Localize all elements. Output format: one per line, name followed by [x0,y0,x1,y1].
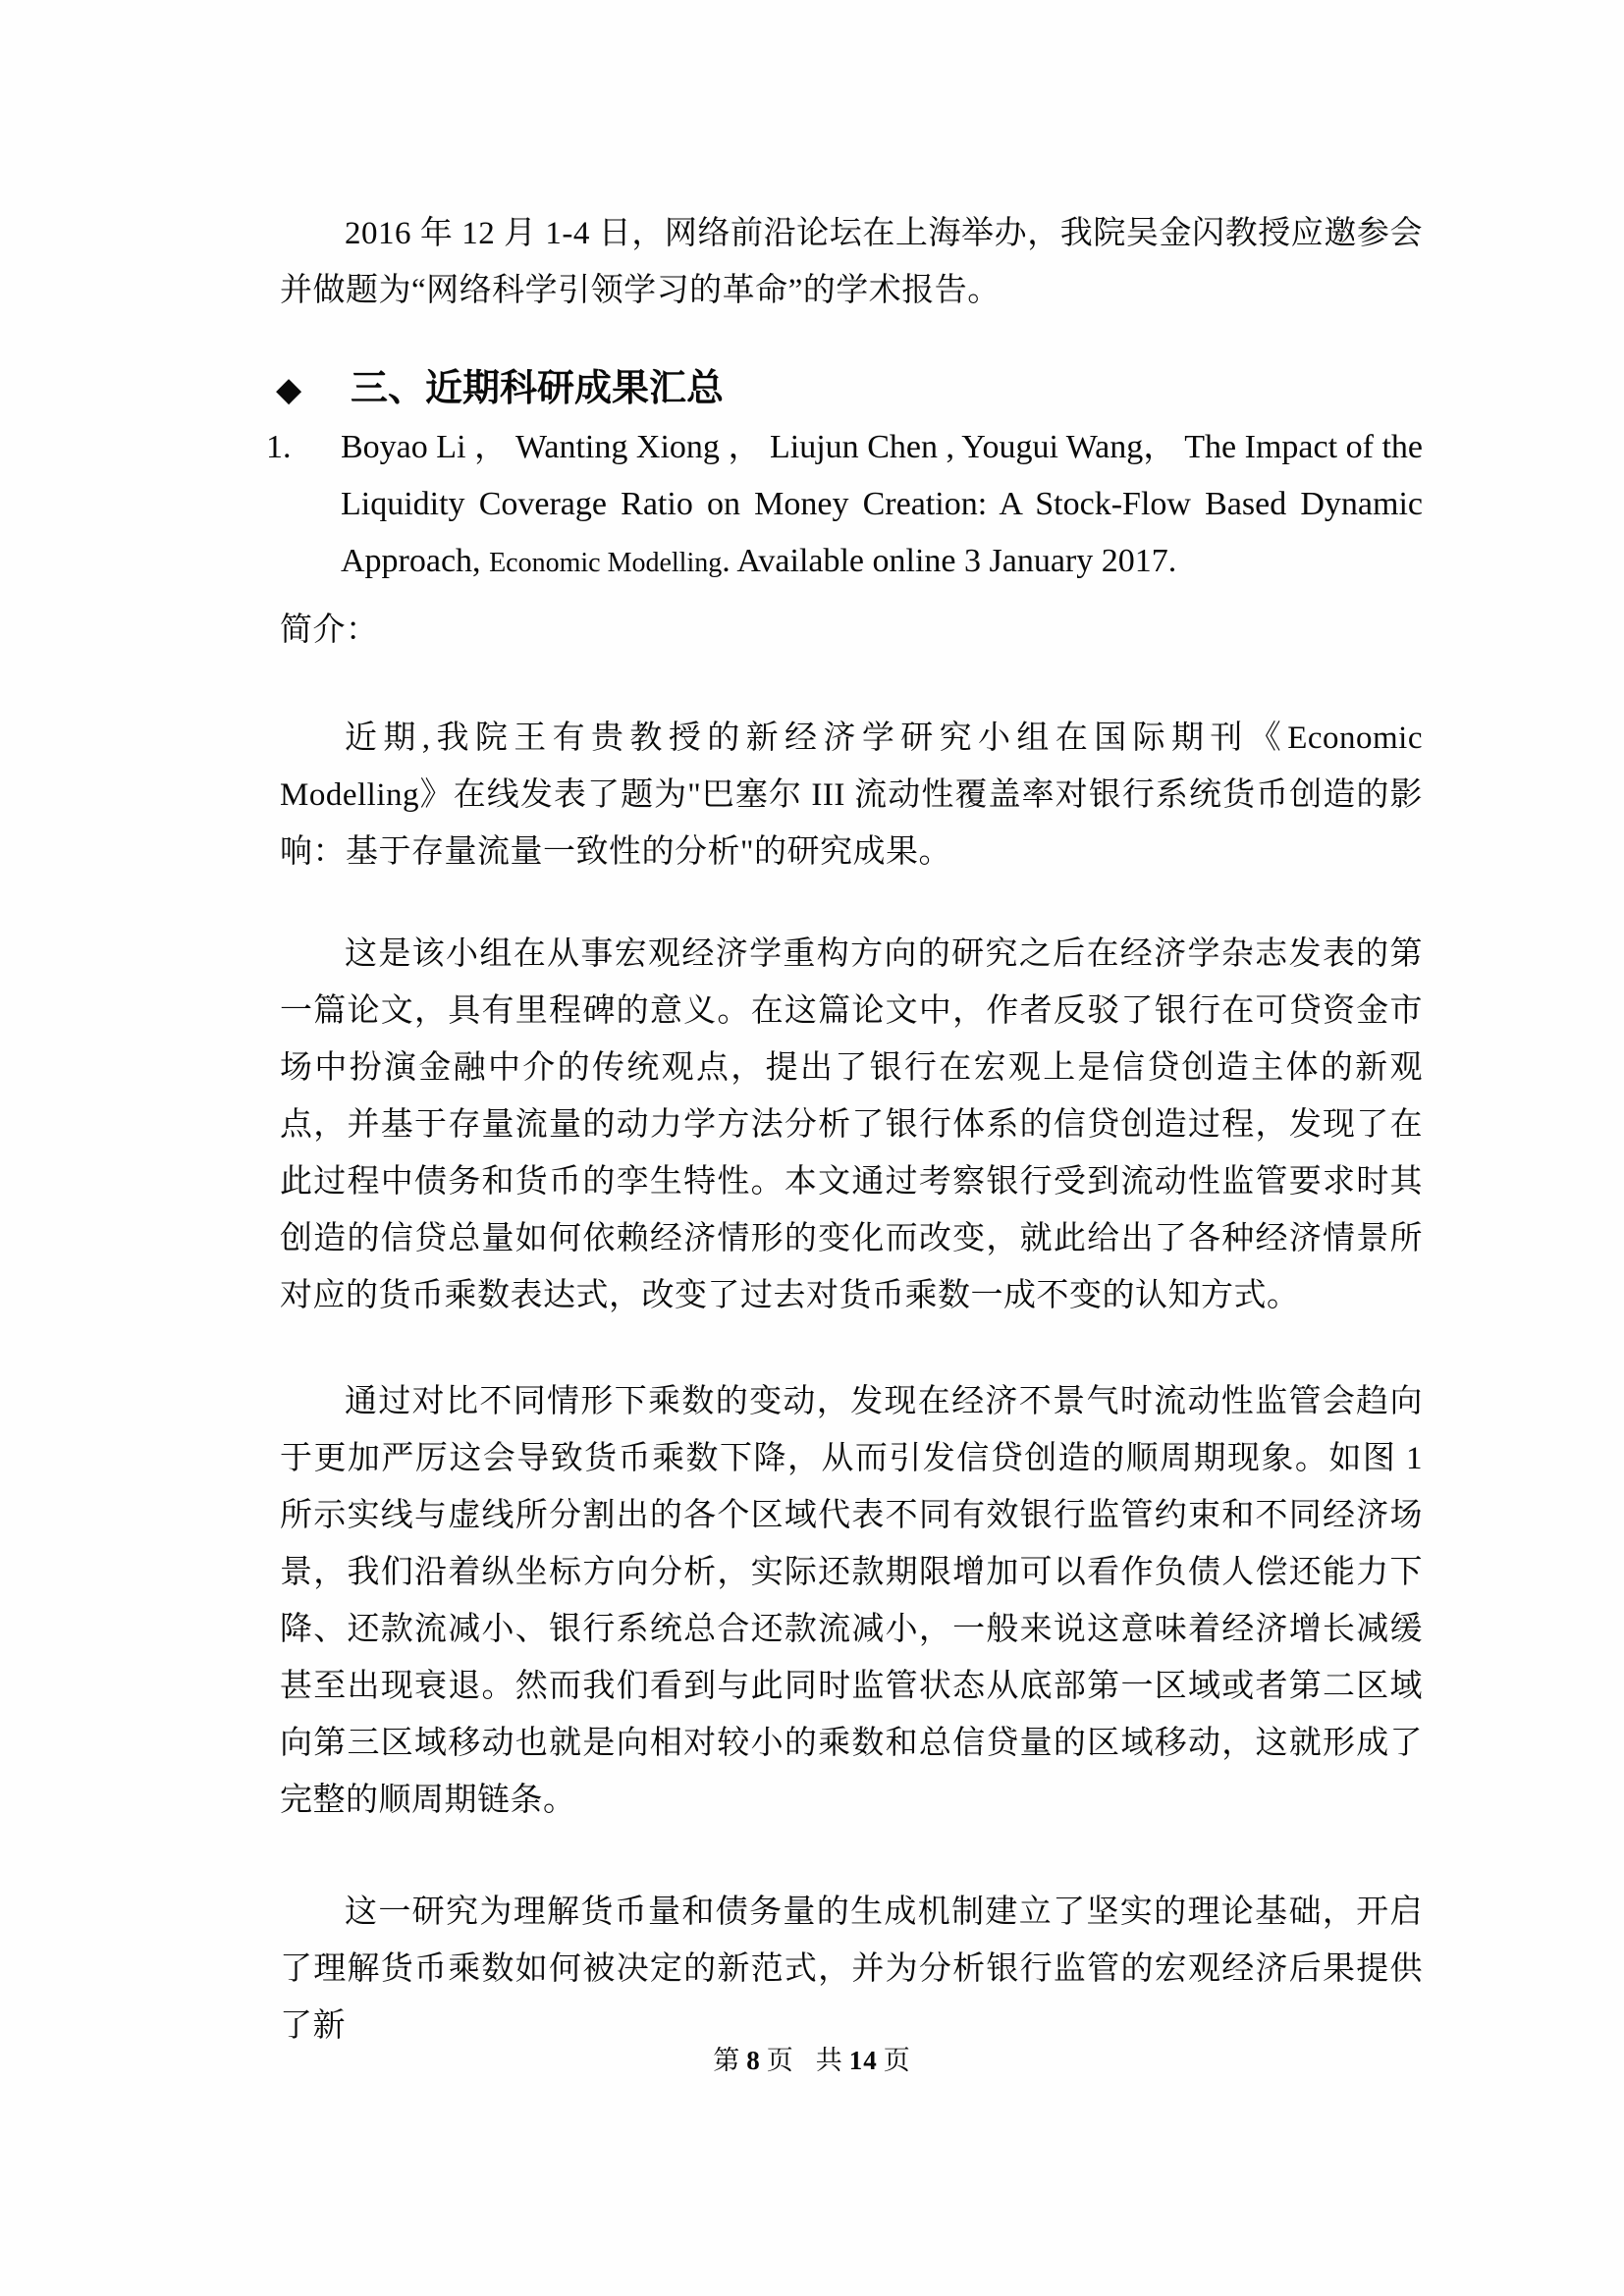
list-item-number: 1. [266,429,292,465]
footer-label-page: 第 [713,2046,741,2075]
paragraph-publication-intro: 近期,我院王有贵教授的新经济学研究小组在国际期刊《Economic Modelling》在线发表了题为"巴塞尔 III 流动性覆盖率对银行系统货币创造的影响：基于存量流量一致性的分析"的研究成果。 [280,721,1423,870]
footer-page-number: 8 [746,2046,761,2075]
publication-citation [341,419,1423,592]
paragraph-milestone: 这是该小组在从事宏观经济学重构方向的研究之后在经济学杂志发表的第一篇论文，具有里程碑的意义。在这篇论文中，作者反驳了银行在可贷资金市场中扮演金融中介的传统观点，提出了银行在宏观上是信贷创造主体的新观点，并基于存量流量的动力学方法分析了银行体系的信贷创造过程，发现了在此过程中债务和货币的孪生特性。本文通过考察银行受到流动性监管要求时其创造的信贷总量如何依赖经济情形的变化而改变，就此给出了各种经济情景所对应的货币乘数表达式，改变了过去对货币乘数一成不变的认知方式。 [280,936,1423,1313]
publication-authors-title: Boyao Li ， Wanting Xiong ， Liujun Chen , Yougui Wang， The Impact of the Liquidity Coverage Ratio on Money Creation: A Stock-Flow Based Dynamic Approach, [341,429,1423,579]
footer-total-number: 14 [848,2046,878,2075]
document-body [266,0,1423,2055]
publication-availability: . Available online 3 January 2017. [722,543,1177,579]
paragraph-conclusion: 这一研究为理解货币量和债务量的生成机制建立了坚实的理论基础，开启了理解货币乘数如何被决定的新范式，并为分析银行监管的宏观经济后果提供了新 [280,1895,1423,2044]
paragraph-forum-event: 2016 年 12 月 1-4 日，网络前沿论坛在上海举办，我院吴金闪教授应邀参会并做题为“网络科学引领学习的革命”的学术报告。 [280,216,1423,308]
paragraph-procyclical-analysis: 通过对比不同情形下乘数的变动，发现在经济不景气时流动性监管会趋向于更加严厉这会导致货币乘数下降，从而引发信贷创造的顺周期现象。如图 1 所示实线与虚线所分割出的各个区域代表不同有效银行监管约束和不同经济场景，我们沿着纵坐标方向分析，实际还款期限增加可以看作负债人偿还能力下降、还款流减小、银行系统总合还款流减小，一般来说这意味着经济增长减缓甚至出现衰退。然而我们看到与此同时监管状态从底部第一区域或者第二区域向第三区域移动也就是向相对较小的乘数和总信贷量的区域移动，这就形成了完整的顺周期链条。 [280,1384,1423,1818]
publication-journal: Economic Modelling [489,548,723,578]
diamond-bullet-icon: ◆ [276,372,302,408]
section-heading-title: 三、近期科研成果汇总 [351,368,725,409]
publication-list-item [266,419,1423,592]
footer-label-total: 共 [815,2046,843,2075]
section-heading [276,360,1423,417]
footer-unit-page: 页 [766,2046,794,2075]
intro-label: 简介： [280,613,379,648]
footer-unit-total: 页 [883,2046,911,2075]
page-footer [0,2044,1624,2077]
